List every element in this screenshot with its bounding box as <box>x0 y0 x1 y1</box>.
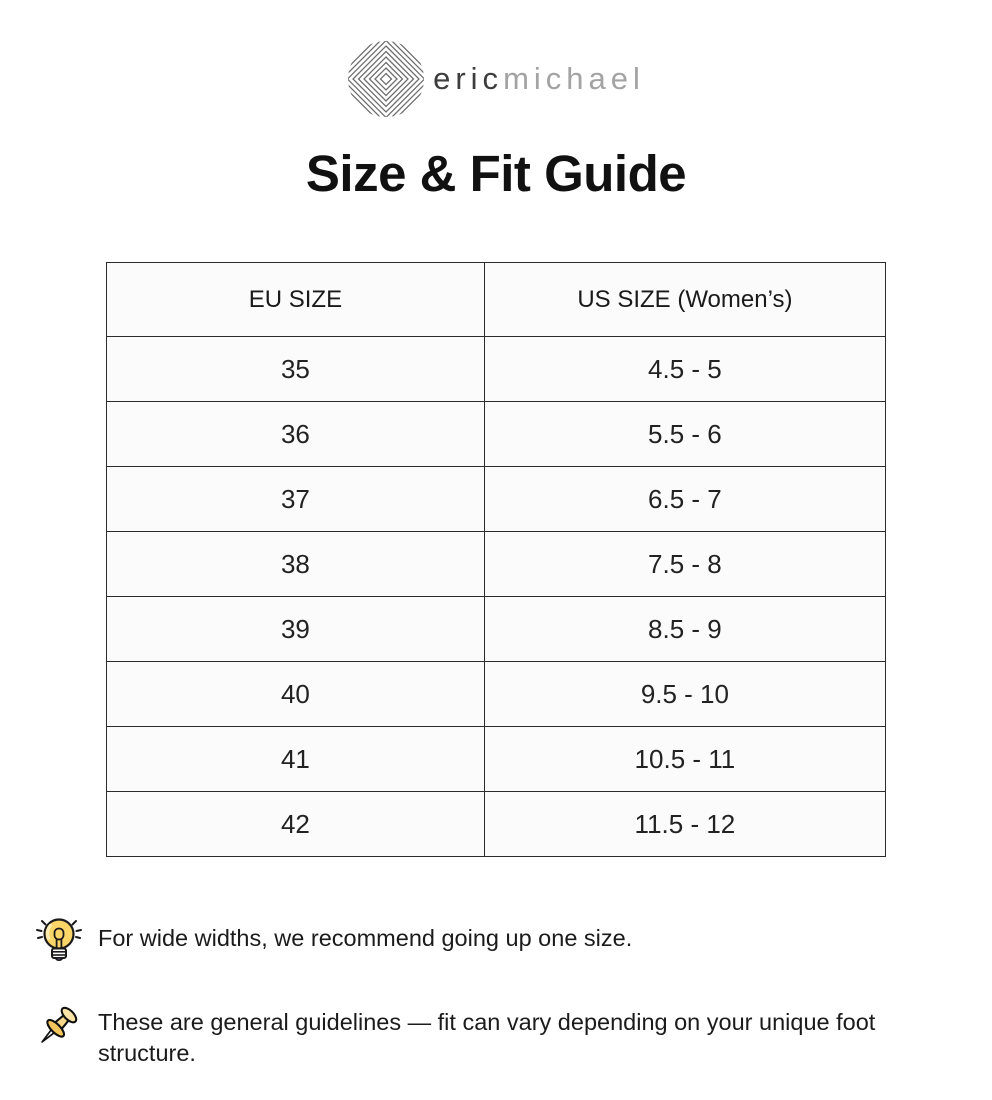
table-row <box>107 467 886 532</box>
table-row <box>107 727 886 792</box>
brand-logo <box>0 0 992 118</box>
us-size-cell: 11.5 - 12 <box>484 792 885 857</box>
table-row <box>107 597 886 662</box>
table-row <box>107 662 886 727</box>
eu-size-cell: 36 <box>107 402 485 467</box>
table-row <box>107 402 886 467</box>
note-text-general-guidelines: These are general guidelines — fit can vary depending on your unique foot structure. <box>98 1009 876 1066</box>
size-table <box>106 262 886 857</box>
brand-wordmark <box>433 61 645 97</box>
note-wide-widths <box>34 915 962 967</box>
column-header-us-size: US SIZE (Women’s) <box>484 263 885 337</box>
eu-size-cell: 40 <box>107 662 485 727</box>
us-size-cell: 5.5 - 6 <box>484 402 885 467</box>
us-size-cell: 8.5 - 9 <box>484 597 885 662</box>
table-row <box>107 792 886 857</box>
eu-size-cell: 39 <box>107 597 485 662</box>
note-text-wide-widths: For wide widths, we recommend going up one size. <box>98 925 633 951</box>
column-header-eu-size: EU SIZE <box>107 263 485 337</box>
brand-name-secondary: michael <box>503 61 645 96</box>
notes-section <box>34 915 962 1069</box>
note-general-guidelines <box>34 999 962 1069</box>
lightbulb-icon <box>34 915 84 967</box>
us-size-cell: 6.5 - 7 <box>484 467 885 532</box>
us-size-cell: 9.5 - 10 <box>484 662 885 727</box>
table-header-row <box>107 263 886 337</box>
us-size-cell: 4.5 - 5 <box>484 337 885 402</box>
brand-name-primary: eric <box>433 61 504 96</box>
eu-size-cell: 42 <box>107 792 485 857</box>
table-row <box>107 532 886 597</box>
eu-size-cell: 41 <box>107 727 485 792</box>
eu-size-cell: 38 <box>107 532 485 597</box>
page-title: Size & Fit Guide <box>305 145 687 202</box>
table-row <box>107 337 886 402</box>
pushpin-icon <box>34 999 84 1051</box>
us-size-cell: 10.5 - 11 <box>484 727 885 792</box>
concentric-diamonds-logo-icon <box>347 40 425 118</box>
eu-size-cell: 35 <box>107 337 485 402</box>
us-size-cell: 7.5 - 8 <box>484 532 885 597</box>
eu-size-cell: 37 <box>107 467 485 532</box>
